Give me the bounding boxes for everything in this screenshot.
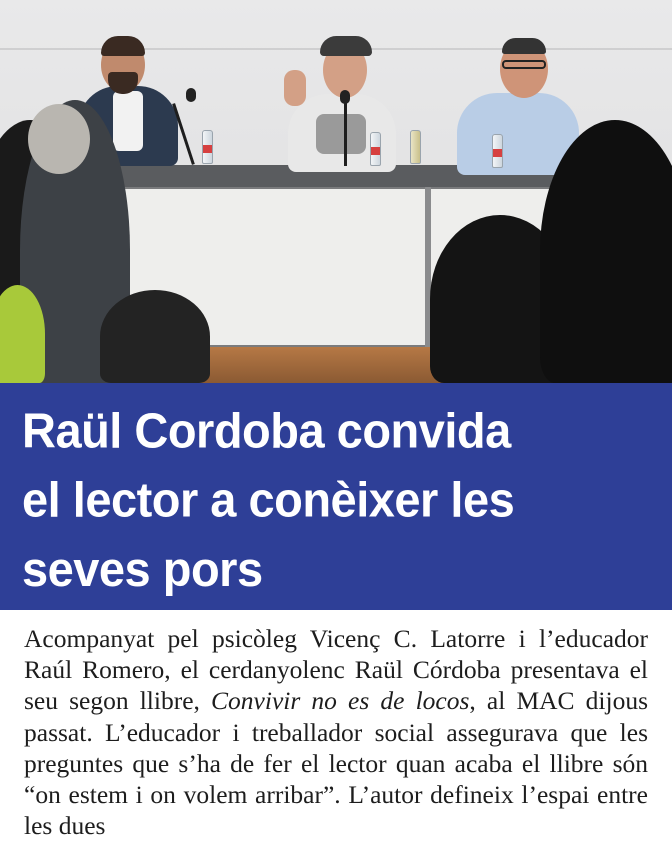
headline-line: el lector a conèixer les	[22, 471, 515, 528]
book-title: Convivir no es de locos	[211, 686, 470, 716]
article-headline	[22, 396, 652, 604]
water-bottle	[410, 130, 421, 164]
headline-line: Raül Cordoba convida	[22, 402, 511, 458]
microphone-left-head	[186, 88, 196, 102]
microphone-center	[344, 100, 347, 166]
audience-member	[100, 290, 210, 383]
speaker-right	[452, 38, 582, 173]
article-body	[24, 623, 648, 841]
headline-line: seves pors	[22, 540, 263, 597]
water-bottle	[370, 132, 381, 166]
water-bottle	[202, 130, 213, 164]
water-bottle	[492, 134, 503, 168]
event-photo	[0, 0, 672, 383]
body-text-segment: Acompanyat pel psicòleg Vicenç C. Latorre i l’educador Raúl Romero, el cerdanyolenc Raül Córdoba presentava el seu segon llibre,	[24, 624, 648, 716]
microphone-center-head	[340, 90, 350, 104]
audience-member	[28, 104, 90, 174]
body-text-segment: , al MAC dijous passat. L’educador i treballador social assegurava que les preguntes que s’ha de fer el lector quan acaba el llibre són “on estem i on volem arribar”. L’autor defineix l’espai entre les dues	[24, 686, 649, 841]
